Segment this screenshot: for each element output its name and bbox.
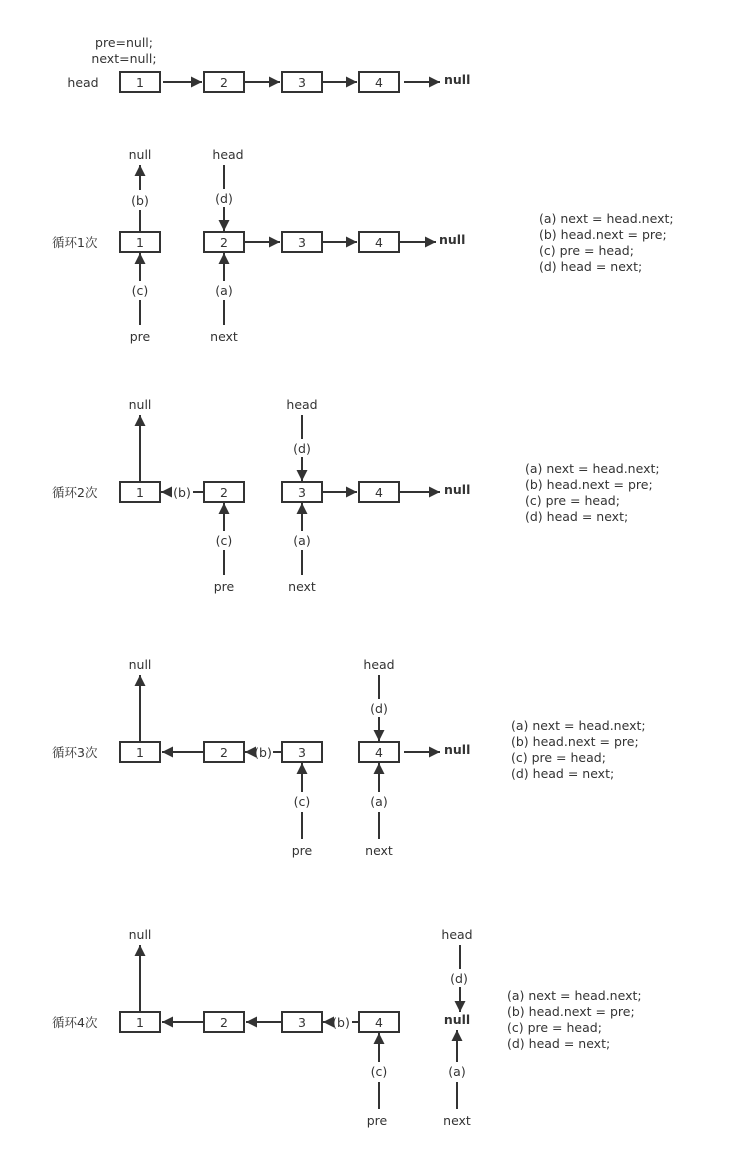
step-mark: (c) [293,794,311,809]
head-label: head [67,75,99,90]
step-mark: (c) [215,533,233,548]
next-init-text: next=null; [91,51,157,66]
code-line: (d) head = next; [525,509,629,524]
step-mark: (d) [215,191,233,206]
node-label: 1 [136,75,144,90]
step-mark: (b) [254,745,272,760]
node-label: 2 [220,745,228,760]
step-label: 循环1次 [52,235,98,250]
node-label: 2 [220,485,228,500]
code-line: (d) head = next; [507,1036,611,1051]
step-mark: (a) [293,533,311,548]
initial-state [67,35,470,92]
node-label: 3 [298,235,306,250]
node-label: 3 [298,485,306,500]
step-mark: (d) [370,701,388,716]
code-block [511,718,646,781]
null-label: null [128,657,152,672]
code-line: (c) pre = head; [511,750,606,765]
step-3 [52,657,646,858]
step-label: 循环2次 [52,485,98,500]
code-line: (a) next = head.next; [511,718,646,733]
step-4 [52,927,642,1128]
node-label: 1 [136,1015,144,1030]
step-1 [52,147,674,344]
step-mark: (a) [370,794,388,809]
pre-label: pre [291,843,313,858]
null-label: null [443,1012,471,1027]
step-mark: (b) [332,1015,350,1030]
node-label: 4 [375,745,383,760]
null-label: null [444,72,471,87]
node-label: 1 [136,235,144,250]
pre-init-text: pre=null; [95,35,153,50]
node-label: 3 [298,75,306,90]
head-label: head [212,147,244,162]
next-label: next [443,1113,471,1128]
step-mark: (b) [131,193,149,208]
node-label: 4 [375,235,383,250]
node-label: 2 [220,235,228,250]
next-label: next [210,329,238,344]
code-line: (d) head = next; [511,766,615,781]
code-block [539,211,674,274]
node-label: 4 [375,75,383,90]
code-line: (a) next = head.next; [539,211,674,226]
step-mark: (d) [293,441,311,456]
code-line: (c) pre = head; [507,1020,602,1035]
head-label: head [363,657,395,672]
pre-label: pre [366,1113,388,1128]
null-label: null [128,147,152,162]
code-line: (a) next = head.next; [525,461,660,476]
step-2 [52,397,660,594]
node-label: 1 [136,485,144,500]
null-label: null [128,397,152,412]
code-line: (b) head.next = pre; [511,734,639,749]
next-label: next [365,843,393,858]
node-label: 3 [298,1015,306,1030]
node-label: 2 [220,1015,228,1030]
step-mark: (c) [370,1064,388,1079]
pre-label: pre [129,329,151,344]
code-block [507,988,642,1051]
code-line: (b) head.next = pre; [539,227,667,242]
code-line: (b) head.next = pre; [525,477,653,492]
step-mark: (c) [131,283,149,298]
code-line: (c) pre = head; [539,243,634,258]
step-mark: (a) [215,283,233,298]
step-mark: (a) [448,1064,466,1079]
code-line: (b) head.next = pre; [507,1004,635,1019]
null-label: null [444,482,471,497]
pre-label: pre [213,579,235,594]
node-label: 1 [136,745,144,760]
null-label: null [439,232,466,247]
node-label: 4 [375,1015,383,1030]
node-label: 4 [375,485,383,500]
null-label: null [128,927,152,942]
code-block [525,461,660,524]
step-mark: (d) [450,971,468,986]
code-line: (a) next = head.next; [507,988,642,1003]
step-label: 循环4次 [52,1015,98,1030]
null-label: null [444,742,471,757]
head-label: head [441,927,473,942]
step-mark: (b) [173,485,191,500]
next-label: next [288,579,316,594]
step-label: 循环3次 [52,745,98,760]
node-label: 2 [220,75,228,90]
code-line: (c) pre = head; [525,493,620,508]
head-label: head [286,397,318,412]
code-line: (d) head = next; [539,259,643,274]
node-label: 3 [298,745,306,760]
